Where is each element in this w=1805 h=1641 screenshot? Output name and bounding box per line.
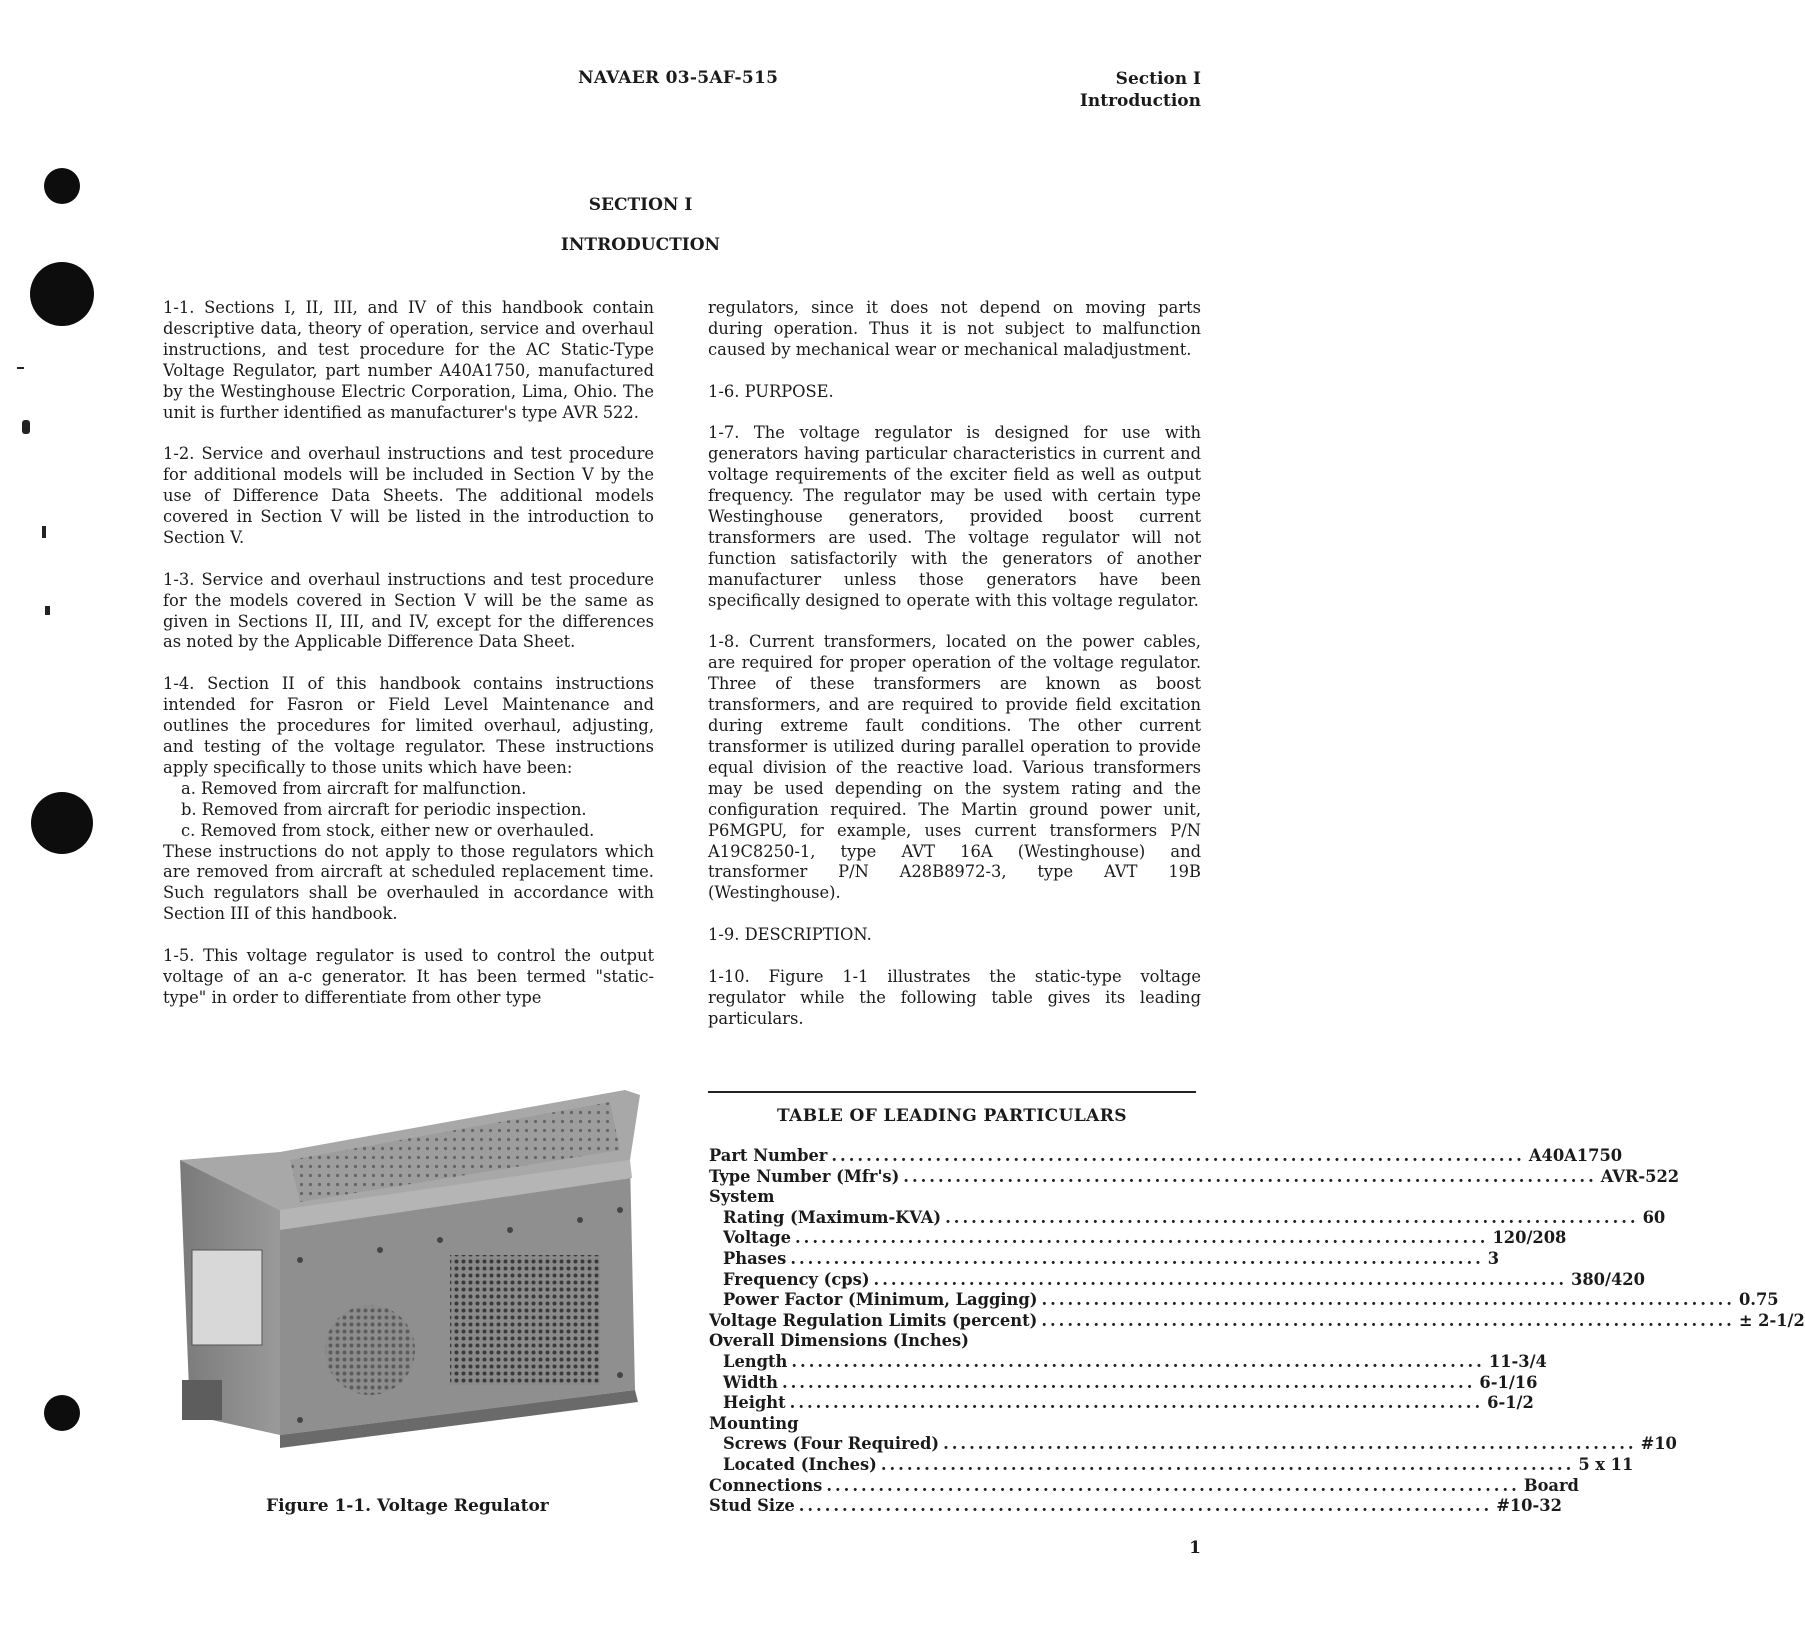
paragraph-1-4: 1-4. Section II of this handbook contains instructions intended for Fasron or Field Level Maintenance and outlines the procedures for limited overhaul, adjusting, and testing of the voltage regulator. These instructions apply specifically to those units which have been: <box>163 674 654 777</box>
leader-dots: ................................................................................ <box>945 1207 1639 1227</box>
row-label: Rating (Maximum-KVA) <box>723 1207 942 1227</box>
margin-mark <box>22 420 30 434</box>
header-section: Section I <box>1115 69 1201 89</box>
right-column <box>708 298 1201 1051</box>
row-label: Mounting <box>709 1413 799 1433</box>
page-number: 1 <box>1189 1538 1201 1558</box>
row-value: Board <box>1523 1475 1579 1495</box>
row-label: Overall Dimensions (Inches) <box>709 1331 969 1351</box>
table-row <box>709 1290 1779 1311</box>
table-row <box>709 1351 1547 1373</box>
row-label: Voltage <box>723 1228 791 1248</box>
leader-dots: ................................................................................ <box>903 1166 1597 1186</box>
list-item-b: b. Removed from aircraft for periodic inspection. <box>181 799 587 819</box>
leader-dots: ................................................................................ <box>873 1269 1568 1289</box>
row-value: AVR-522 <box>1600 1166 1680 1186</box>
row-label: Power Factor (Minimum, Lagging) <box>723 1290 1038 1310</box>
margin-mark <box>42 526 46 538</box>
table-title: TABLE OF LEADING PARTICULARS <box>777 1106 1127 1126</box>
table-row <box>709 1187 1201 1208</box>
leader-dots: ................................................................................ <box>831 1146 1525 1165</box>
row-value: 60 <box>1642 1207 1666 1227</box>
paragraph-1-3: 1-3. Service and overhaul instructions and test procedure for the models covered in Section V will be the same as given in Sections II, III, and IV, except for the differences as noted by the Applicable Difference Data Sheet. <box>163 569 654 652</box>
list-item-a: a. Removed from aircraft for malfunction. <box>181 778 527 798</box>
row-value: 5 x 11 <box>1578 1454 1634 1474</box>
heading-purpose: 1-6. PURPOSE. <box>708 381 834 401</box>
table-row <box>709 1434 1677 1455</box>
table-row <box>709 1166 1680 1188</box>
leader-dots: ................................................................................ <box>880 1454 1575 1474</box>
row-label: Frequency (cps) <box>723 1269 870 1289</box>
row-label: Height <box>723 1393 786 1413</box>
table-row <box>709 1207 1666 1229</box>
row-label: Stud Size <box>709 1496 795 1516</box>
paragraph-1-2: 1-2. Service and overhaul instructions and test procedure for additional models will be included in Section V by the use of Difference Data Sheets. The additional models covered in Section V will be listed in the introduction to Section V. <box>163 444 654 547</box>
table-row <box>709 1331 1201 1352</box>
table-row <box>709 1414 1201 1435</box>
table-row <box>709 1269 1645 1291</box>
margin-mark <box>45 606 50 615</box>
leading-particulars-table <box>709 1146 1805 1517</box>
left-column <box>163 298 654 1030</box>
paragraph-1-5: 1-5. This voltage regulator is used to control the output voltage of an a-c generator. It has been termed "static-type" in order to differentiate from other type <box>163 946 654 1007</box>
paragraph-1-5-cont: regulators, since it does not depend on moving parts during operation. Thus it is not subject to malfunction caused by mechanical wear or mechanical maladjustment. <box>708 298 1201 359</box>
leader-dots: ................................................................................ <box>789 1393 1484 1413</box>
section-title: SECTION I <box>588 195 693 215</box>
table-row <box>709 1454 1634 1476</box>
row-value: 120/208 <box>1492 1228 1567 1248</box>
header-section-name: Introduction <box>1079 91 1201 111</box>
row-value: #10 <box>1640 1434 1677 1454</box>
nameplate-label <box>192 1250 262 1345</box>
table-row <box>709 1248 1500 1270</box>
leader-dots: ................................................................................ <box>791 1351 1485 1371</box>
row-value: A40A1750 <box>1528 1146 1623 1165</box>
row-value: 3 <box>1487 1248 1500 1268</box>
row-value: ± 2-1/2 <box>1738 1310 1805 1330</box>
table-row <box>709 1496 1562 1517</box>
leader-dots: ................................................................................ <box>1041 1290 1735 1310</box>
list-item-c: c. Removed from stock, either new or overhauled. <box>181 820 595 840</box>
leader-dots: ................................................................................ <box>790 1248 1484 1268</box>
ventilation-grille <box>450 1255 600 1385</box>
row-label: Width <box>723 1372 778 1392</box>
row-value: 6-1/2 <box>1487 1393 1534 1413</box>
leader-dots: ................................................................................ <box>798 1496 1493 1516</box>
row-value: 11-3/4 <box>1488 1351 1547 1371</box>
document-number: NAVAER 03-5AF-515 <box>578 68 779 88</box>
leader-dots: ................................................................................ <box>781 1372 1476 1392</box>
paragraph-1-7: 1-7. The voltage regulator is designed for use with generators having particular characteristics in current and voltage requirements of the exciter field as well as output frequency. The regulator may be used with certain type Westinghouse generators, provided boost current transformers are used. The voltage regulator will not function satisfactorily with the generators of another manufacturer unless those generators have been specifically designed to operate with this voltage regulator. <box>708 423 1201 610</box>
voltage-regulator-photo <box>180 1090 650 1450</box>
leader-dots: ................................................................................ <box>826 1475 1520 1495</box>
table-row <box>709 1146 1623 1167</box>
row-label: Type Number (Mfr's) <box>709 1166 900 1186</box>
binder-hole <box>44 1395 80 1431</box>
binder-hole <box>30 262 94 326</box>
running-header <box>1080 68 1201 112</box>
leader-dots: ................................................................................ <box>943 1434 1637 1454</box>
row-label: Part Number <box>709 1146 828 1165</box>
table-rule <box>708 1091 1196 1093</box>
row-value: 0.75 <box>1738 1290 1779 1310</box>
row-value: 6-1/16 <box>1479 1372 1538 1392</box>
section-subtitle: INTRODUCTION <box>560 235 721 255</box>
row-label: Voltage Regulation Limits (percent) <box>709 1310 1038 1330</box>
row-value: #10-32 <box>1496 1496 1562 1516</box>
binder-hole <box>31 792 93 854</box>
paragraph-1-8: 1-8. Current transformers, located on the power cables, are required for proper operation of the voltage regulator. Three of these transformers are known as boost transformers, and are required to provide field excitation during extreme fault conditions. The other current transformer is utilized during parallel operation to provide equal division of the reactive load. Various transformers may be used depending on the system rating and the configuration required. The Martin ground power unit, P6MGPU, for example, uses current transformers P/N A19C8250-1, type AVT 16A (Westinghouse) and transformer P/N A28B8972-3, type AVT 19B (Westinghouse). <box>708 632 1201 903</box>
row-label: Located (Inches) <box>723 1454 877 1474</box>
table-row <box>709 1393 1534 1414</box>
row-label: Connections <box>709 1475 823 1495</box>
row-value: 380/420 <box>1571 1269 1645 1289</box>
paragraph-1-10: 1-10. Figure 1-1 illustrates the static-type voltage regulator while the following table gives its leading particulars. <box>708 966 1201 1028</box>
leader-dots: ................................................................................ <box>795 1228 1489 1248</box>
margin-mark <box>17 367 24 369</box>
row-label: Phases <box>723 1248 787 1268</box>
paragraph-1-4-tail: These instructions do not apply to those regulators which are removed from aircraft at scheduled replacement time. Such regulators shall be overhauled in accordance with Section III of this handbook. <box>163 841 654 924</box>
heading-description: 1-9. DESCRIPTION. <box>708 925 872 945</box>
table-row <box>709 1372 1538 1394</box>
row-label: Length <box>723 1351 788 1371</box>
row-label: Screws (Four Required) <box>723 1434 940 1454</box>
row-label: System <box>709 1187 775 1207</box>
table-row <box>709 1475 1579 1497</box>
table-row <box>709 1310 1805 1332</box>
leader-dots: ................................................................................ <box>1041 1310 1735 1330</box>
figure-caption: Figure 1-1. Voltage Regulator <box>266 1496 549 1516</box>
table-row <box>709 1228 1567 1249</box>
paragraph-1-1: 1-1. Sections I, II, III, and IV of this handbook contain descriptive data, theory of operation, service and overhaul instructions, and test procedure for the AC Static-Type Voltage Regulator, part number A40A1750, manufactured by the Westinghouse Electric Corporation, Lima, Ohio. The unit is further identified as manufacturer's type AVR 522. <box>163 298 654 422</box>
